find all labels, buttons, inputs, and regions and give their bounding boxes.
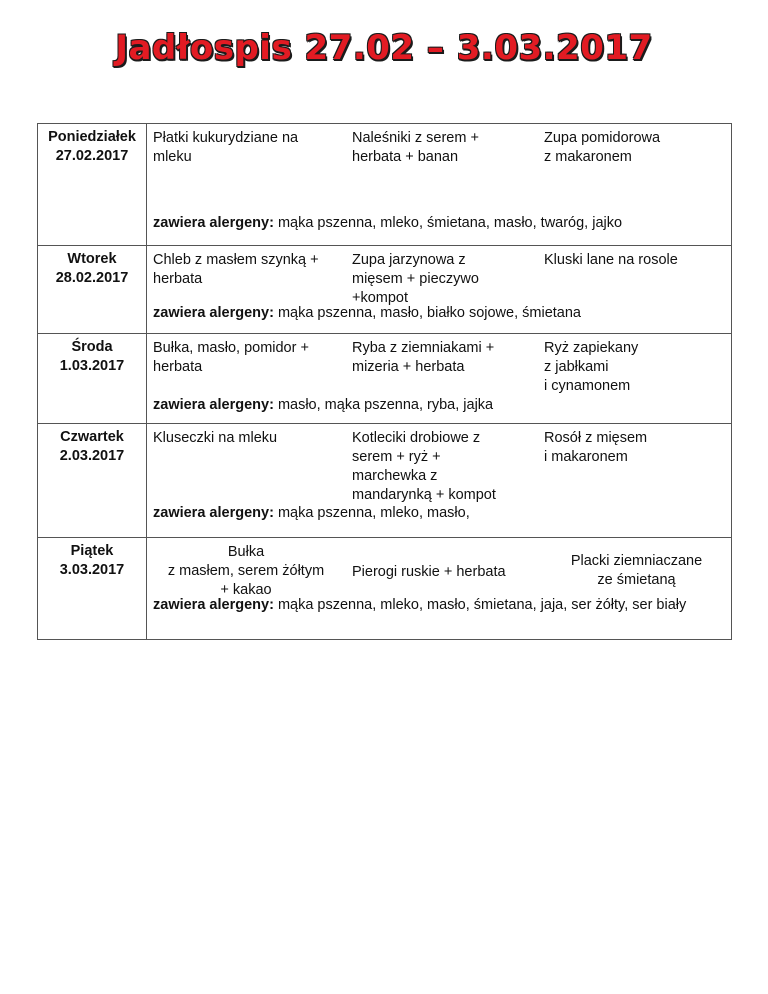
dinner-line: Placki ziemniaczane <box>570 553 703 569</box>
lunch-line: marchewka z <box>352 468 438 484</box>
allergens-label: zawiera alergeny: <box>153 397 274 413</box>
dinner-line: i makaronem <box>544 449 628 465</box>
meals-cell <box>147 246 732 334</box>
allergens-line <box>153 596 725 615</box>
dinner-line: Kluski lane na rosole <box>544 252 678 268</box>
dinner-item <box>544 552 729 590</box>
menu-row <box>38 424 732 538</box>
allergens-line <box>153 504 725 523</box>
breakfast-line: Bułka, masło, pomidor + <box>153 340 309 356</box>
dinner-item <box>544 339 729 396</box>
lunch-line: serem + ryż + <box>352 449 441 465</box>
meals-cell <box>147 124 732 246</box>
day-date: 1.03.2017 <box>59 358 125 374</box>
menu-row <box>38 334 732 424</box>
day-cell <box>38 246 147 334</box>
breakfast-line: z masłem, serem żółtym <box>167 563 325 579</box>
page-title: Jadłospis 27.02 – 3.03.2017 <box>115 28 653 68</box>
menu-row <box>38 124 732 246</box>
dinner-line: Zupa pomidorowa <box>544 130 661 146</box>
menu-table <box>37 123 732 640</box>
allergens-line <box>153 304 725 323</box>
lunch-line: Ryba z ziemniakami + <box>352 340 495 356</box>
lunch-line: Pierogi ruskie + herbata <box>352 564 506 580</box>
lunch-line: mandarynką + kompot <box>352 487 496 503</box>
lunch-line: Zupa jarzynowa z <box>352 252 466 268</box>
breakfast-item <box>153 429 339 448</box>
day-name: Piątek <box>70 543 114 559</box>
breakfast-item <box>153 339 339 377</box>
day-cell <box>38 334 147 424</box>
allergens-label: zawiera alergeny: <box>153 215 274 231</box>
menu-row <box>38 538 732 640</box>
allergens-value: mąka pszenna, masło, białko sojowe, śmietana <box>277 305 581 321</box>
day-date: 3.03.2017 <box>59 562 125 578</box>
allergens-line <box>153 396 725 415</box>
dinner-line: i cynamonem <box>544 378 631 394</box>
dinner-item <box>544 429 729 467</box>
day-name: Poniedziałek <box>48 129 136 145</box>
lunch-line: mizeria + herbata <box>352 359 465 375</box>
breakfast-line: Płatki kukurydziane na <box>153 130 299 146</box>
allergens-value: mąka pszenna, mleko, masło, śmietana, jaja, ser żółty, ser biały <box>277 597 687 613</box>
allergens-line <box>153 214 725 233</box>
breakfast-line: mleku <box>153 149 192 165</box>
dinner-line: z makaronem <box>544 149 632 165</box>
day-name: Środa <box>71 339 113 355</box>
lunch-item <box>352 339 534 377</box>
lunch-item <box>352 563 534 582</box>
day-cell <box>38 424 147 538</box>
day-cell <box>38 124 147 246</box>
dinner-line: z jabłkami <box>544 359 609 375</box>
allergens-value: mąka pszenna, mleko, śmietana, masło, twaróg, jajko <box>277 215 623 231</box>
meals-cell <box>147 538 732 640</box>
allergens-value: masło, mąka pszenna, ryba, jajka <box>277 397 494 413</box>
meals-cell <box>147 424 732 538</box>
allergens-value: mąka pszenna, mleko, masło, <box>277 505 470 521</box>
breakfast-item <box>153 251 339 289</box>
day-name: Wtorek <box>67 251 117 267</box>
lunch-line: +kompot <box>352 290 409 306</box>
breakfast-line: herbata <box>153 271 203 287</box>
lunch-line: Kotleciki drobiowe z <box>352 430 481 446</box>
day-cell <box>38 538 147 640</box>
lunch-line: herbata + banan <box>352 149 459 165</box>
allergens-label: zawiera alergeny: <box>153 305 274 321</box>
day-date: 2.03.2017 <box>59 448 125 464</box>
dinner-line: Ryż zapiekany <box>544 340 639 356</box>
day-name: Czwartek <box>60 429 124 445</box>
lunch-item <box>352 429 534 505</box>
breakfast-line: + kakao <box>220 582 272 598</box>
menu-row <box>38 246 732 334</box>
dinner-line: ze śmietaną <box>597 572 676 588</box>
lunch-item <box>352 129 534 167</box>
dinner-item <box>544 251 729 270</box>
lunch-line: Naleśniki z serem + <box>352 130 479 146</box>
dinner-line: Rosół z mięsem <box>544 430 648 446</box>
meals-cell <box>147 334 732 424</box>
lunch-line: mięsem + pieczywo <box>352 271 479 287</box>
breakfast-line: Chleb z masłem szynką + <box>153 252 319 268</box>
allergens-label: zawiera alergeny: <box>153 505 274 521</box>
day-date: 28.02.2017 <box>55 270 129 286</box>
breakfast-line: herbata <box>153 359 203 375</box>
breakfast-item <box>153 543 339 600</box>
dinner-item <box>544 129 729 167</box>
breakfast-line: Bułka <box>227 544 265 560</box>
breakfast-line: Kluseczki na mleku <box>153 430 278 446</box>
breakfast-item <box>153 129 339 167</box>
allergens-label: zawiera alergeny: <box>153 597 274 613</box>
day-date: 27.02.2017 <box>55 148 129 164</box>
lunch-item <box>352 251 534 308</box>
